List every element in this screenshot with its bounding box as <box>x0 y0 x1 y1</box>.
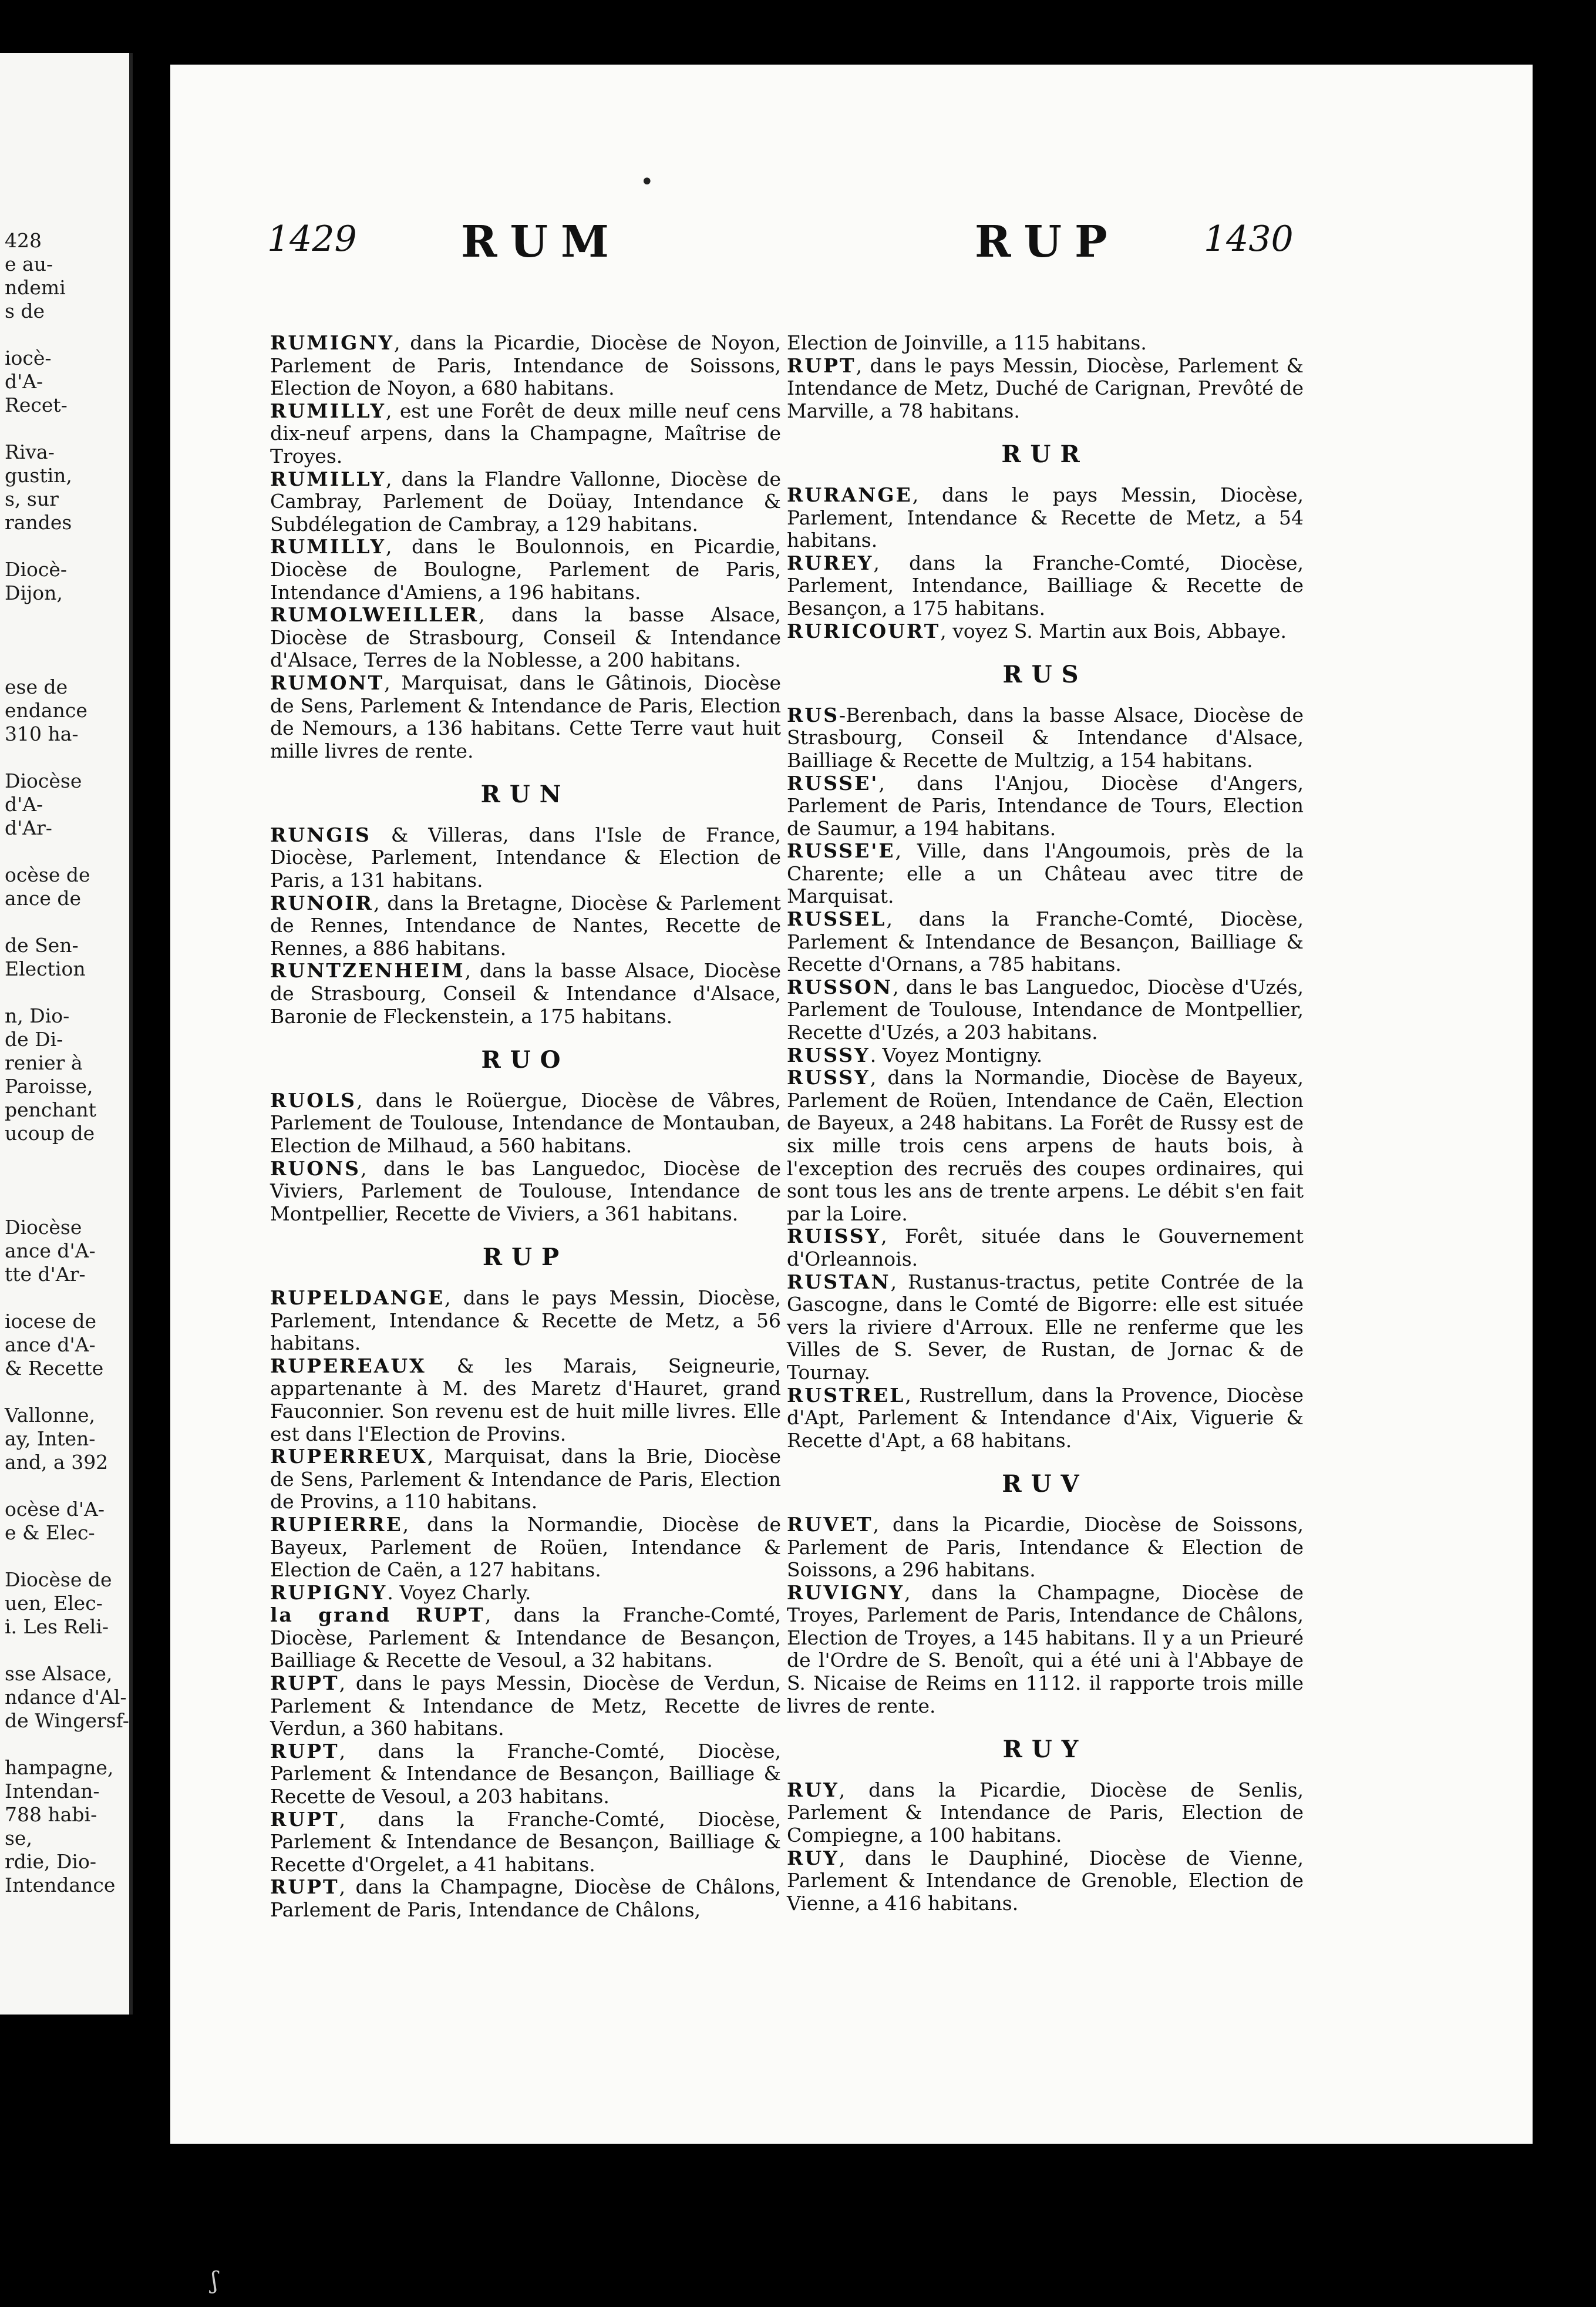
entry-headword: RUREY <box>787 551 874 574</box>
entry-text: , dans le Roüergue, Diocèse de Vâbres, Parlement de Toulouse, Intendance de Montauban, Election de Milhaud, a 560 habitans. <box>270 1088 781 1157</box>
left-page-fragment: ndance d'Al- <box>5 1686 127 1709</box>
gazetteer-entry <box>270 1355 781 1445</box>
section-heading: RUY <box>1002 1736 1088 1764</box>
entry-headword: RUOLS <box>270 1088 356 1112</box>
entry-headword: RUNOIR <box>270 891 373 914</box>
gazetteer-entry <box>270 672 781 762</box>
entry-headword: RUONS <box>270 1156 361 1180</box>
entry-headword: RUPEREAUX <box>270 1354 426 1377</box>
entry-text: , Forêt, située dans le Gouvernement d'Orleannois. <box>787 1225 1304 1270</box>
entry-headword: RUPELDANGE <box>270 1286 445 1309</box>
entry-text: & les Marais, Seigneurie, appartenante à M. des Maretz d'Hauret, grand Fauconnier. Son revenu est de huit mille livres. Elle est dans l'Election de Provins. <box>270 1354 781 1445</box>
left-page-fragment: ocèse de <box>5 863 90 886</box>
entry-text: , dans le pays Messin, Diocèse, Parlement, Intendance & Recette de Metz, a 56 habitans. <box>270 1286 781 1355</box>
left-page-fragment: renier à <box>5 1051 83 1074</box>
left-page-fragment: gustin, <box>5 464 72 487</box>
gazetteer-entry <box>787 976 1304 1044</box>
left-page-fragment: s, sur <box>5 487 59 510</box>
entry-text: , dans la Normandie, Diocèse de Bayeux, Parlement de Roüen, Intendance & Election de Caën, a 127 habitans. <box>270 1512 781 1582</box>
gazetteer-entry <box>787 772 1304 840</box>
gazetteer-entry <box>270 604 781 672</box>
edge-mark: ʃ <box>211 2267 218 2294</box>
left-page-fragment: i. Les Reli- <box>5 1615 109 1638</box>
entry-text: , dans le bas Languedoc, Diocèse de Viviers, Parlement de Toulouse, Intendance de Montpellier, Recette de Viviers, a 361 habitans. <box>270 1156 781 1225</box>
entry-headword: RUSSEL <box>787 907 887 931</box>
left-page-fragment: s de <box>5 300 45 322</box>
left-page-fragment: ndemi <box>5 276 66 299</box>
gazetteer-entry <box>787 355 1304 423</box>
entry-text: , Rustanus-tractus, petite Contrée de la Gascogne, dans le Comté de Bigorre: elle est située vers la riviere d'Arroux. Elle ne renferme que les Villes de S. Sever, de Rustan, de Jornac & de Tournay. <box>787 1270 1304 1384</box>
left-page-fragment: Intendance <box>5 1874 116 1896</box>
entry-text: , dans la Bretagne, Diocèse & Parlement de Rennes, Intendance de Nantes, Recette de Rennes, a 886 habitans. <box>270 891 781 960</box>
gazetteer-entry <box>787 1582 1304 1718</box>
gazetteer-entry <box>270 1604 781 1672</box>
entry-headword: RUSTAN <box>787 1270 891 1293</box>
left-page-fragment: iocè- <box>5 347 52 369</box>
right-running-head: RUP <box>975 217 1120 267</box>
gazetteer-entry <box>787 1847 1304 1915</box>
section-heading: RUP <box>482 1243 569 1272</box>
left-page-fragment: Diocèse <box>5 769 82 792</box>
left-page-fragment: 428 <box>5 229 42 252</box>
left-page-fragment: de Wingersf- <box>5 1709 129 1732</box>
left-page-fragment: e au- <box>5 253 53 275</box>
gazetteer-entry <box>787 1225 1304 1270</box>
entry-text: , dans la Picardie, Diocèse de Soissons, Parlement de Paris, Intendance & Election de Soissons, a 296 habitans. <box>787 1512 1304 1582</box>
entry-headword: RURICOURT <box>787 619 941 643</box>
gazetteer-entry <box>270 400 781 468</box>
entry-headword: RUPT <box>787 354 856 377</box>
gazetteer-entry <box>270 536 781 604</box>
entry-headword: RUSSE' <box>787 771 879 795</box>
gazetteer-entry <box>787 840 1304 908</box>
entry-text: , dans la basse Alsace, Diocèse de Strasbourg, Conseil & Intendance d'Alsace, Baronie de Fleckenstein, a 175 habitans. <box>270 959 781 1028</box>
entry-text: . Voyez Charly. <box>387 1580 531 1604</box>
entry-headword: RUMILLY <box>270 399 386 422</box>
left-page-fragment: ance de <box>5 887 82 910</box>
left-page-fragment: sse Alsace, <box>5 1662 113 1685</box>
left-page-fragment: de Sen- <box>5 934 79 957</box>
left-page-fragment: Vallonne, <box>5 1404 95 1427</box>
left-page-fragment: ocèse d'A- <box>5 1498 105 1521</box>
entry-text: , Ville, dans l'Angoumois, près de la Charente; elle a un Château avec titre de Marquisat. <box>787 839 1304 908</box>
gazetteer-entry <box>787 1514 1304 1582</box>
gazetteer-entry <box>787 1044 1304 1067</box>
left-page-fragment: randes <box>5 511 72 534</box>
left-page-fragment: Paroisse, <box>5 1075 93 1098</box>
section-heading: RUR <box>1001 440 1089 469</box>
left-page-fragment: ance d'A- <box>5 1239 96 1262</box>
adjacent-left-page <box>0 53 133 2015</box>
left-page-fragment: ucoup de <box>5 1122 95 1145</box>
entry-text: , dans la Picardie, Diocèse de Noyon, Parlement de Paris, Intendance de Soissons, Election de Noyon, a 680 habitans. <box>270 331 781 400</box>
gazetteer-entry <box>270 1158 781 1226</box>
entry-headword: RUNTZENHEIM <box>270 959 465 983</box>
gazetteer-entry <box>270 1089 781 1158</box>
gazetteer-entry <box>270 960 781 1028</box>
entry-headword: RUSSY <box>787 1043 870 1067</box>
left-page-fragment: Diocè- <box>5 558 68 581</box>
left-page-fragment: rdie, Dio- <box>5 1850 96 1873</box>
left-page-fragment: tte d'Ar- <box>5 1263 86 1286</box>
entry-text: , dans la Franche-Comté, Diocèse, Parlement & Intendance de Besançon, Bailliage & Recette d'Ornans, a 785 habitans. <box>787 907 1304 976</box>
right-column <box>787 332 1304 1915</box>
left-page-fragment: ance d'A- <box>5 1333 96 1356</box>
entry-headword: RUPIGNY <box>270 1580 388 1604</box>
left-page-fragment: Dijon, <box>5 581 63 604</box>
entry-text: , dans l'Anjou, Diocèse d'Angers, Parlement de Paris, Intendance de Tours, Election de Saumur, a 194 habitans. <box>787 771 1304 840</box>
entry-headword: RUSSE'E <box>787 839 895 863</box>
left-page-fragment: d'A- <box>5 370 43 393</box>
left-page-fragment: iocese de <box>5 1310 97 1333</box>
left-page-number: 1429 <box>267 218 357 260</box>
entry-text: , dans la Champagne, Diocèse de Châlons, Parlement de Paris, Intendance de Châlons, <box>270 1875 781 1921</box>
left-page-fragment: ay, Inten- <box>5 1427 96 1450</box>
entry-headword: RUY <box>787 1846 839 1869</box>
entry-headword: RUPT <box>270 1875 339 1899</box>
entry-headword: RUVIGNY <box>787 1580 905 1604</box>
entry-headword: RURANGE <box>787 483 913 506</box>
left-page-fragment: n, Dio- <box>5 1004 70 1027</box>
gazetteer-entry <box>270 1876 781 1921</box>
entry-headword: RUPT <box>270 1672 339 1695</box>
gazetteer-entry <box>270 1808 781 1876</box>
entry-headword: RUSTREL <box>787 1383 905 1407</box>
entry-headword: RUSSON <box>787 975 893 998</box>
gazetteer-entry <box>787 1067 1304 1225</box>
gazetteer-entry <box>787 1384 1304 1452</box>
left-page-fragment: Diocèse <box>5 1216 82 1239</box>
section-heading: RUS <box>1002 661 1088 689</box>
gazetteer-entry <box>270 1287 781 1355</box>
gazetteer-entry <box>787 552 1304 620</box>
left-page-fragment: endance <box>5 699 87 722</box>
entry-headword: RUMILLY <box>270 467 386 490</box>
dictionary-page <box>170 65 1533 2144</box>
gazetteer-entry <box>787 332 1304 355</box>
left-page-fragment: Intendan- <box>5 1780 100 1802</box>
gazetteer-entry <box>270 332 781 400</box>
entry-headword: RUPT <box>270 1807 339 1831</box>
left-page-fragment: penchant <box>5 1098 96 1121</box>
entry-text: , dans la Franche-Comté, Diocèse, Parlement, Intendance, Bailliage & Recette de Besançon, a 175 habitans. <box>787 551 1304 620</box>
entry-headword: RUMIGNY <box>270 331 395 354</box>
gazetteer-entry <box>270 468 781 536</box>
entry-text: & Villeras, dans l'Isle de France, Diocèse, Parlement, Intendance & Election de Paris, a 131 habitans. <box>270 823 781 892</box>
gazetteer-entry <box>270 1514 781 1582</box>
left-page-fragment: d'A- <box>5 793 43 816</box>
left-page-fragment: ese de <box>5 675 68 698</box>
left-column <box>270 332 781 1922</box>
gazetteer-entry <box>270 1740 781 1808</box>
entry-text: , dans le bas Languedoc, Diocèse d'Uzés, Parlement de Toulouse, Intendance de Montpellier, Recette d'Uzés, a 203 habitans. <box>787 975 1304 1044</box>
entry-headword: RUSSY <box>787 1066 870 1089</box>
entry-headword: RUY <box>787 1778 839 1801</box>
left-page-fragment: Riva- <box>5 440 55 463</box>
entry-headword: RUMILLY <box>270 535 386 559</box>
left-page-fragment: se, <box>5 1827 32 1849</box>
entry-text: , dans le pays Messin, Diocèse de Verdun, Parlement & Intendance de Metz, Recette de Verdun, a 360 habitans. <box>270 1672 781 1740</box>
gazetteer-entry <box>787 908 1304 976</box>
entry-text: , dans la Franche-Comté, Diocèse, Parlement & Intendance de Besançon, Bailliage & Recette de Vesoul, a 32 habitans. <box>270 1603 781 1672</box>
entry-text: , Rustrellum, dans la Provence, Diocèse d'Apt, Parlement & Intendance d'Aix, Viguerie & Recette d'Apt, a 68 habitans. <box>787 1383 1304 1452</box>
entry-headword: la grand RUPT <box>270 1603 485 1627</box>
left-page-fragment: Diocèse de <box>5 1568 112 1591</box>
gazetteer-entry <box>787 704 1304 772</box>
entry-text: Election de Joinville, a 115 habitans. <box>787 331 1147 354</box>
right-page-number: 1430 <box>1204 218 1294 260</box>
entry-headword: RUMOLWEILLER <box>270 603 479 627</box>
entry-text: , dans le Boulonnois, en Picardie, Diocèse de Boulogne, Parlement de Paris, Intendance d'Amiens, a 196 habitans. <box>270 535 781 604</box>
entry-headword: RUISSY <box>787 1225 881 1248</box>
left-running-head: RUM <box>461 217 622 267</box>
entry-text: -Berenbach, dans la basse Alsace, Diocèse de Strasbourg, Conseil & Intendance d'Alsace, Bailliage & Recette de Multzig, a 154 habitans. <box>787 703 1304 772</box>
entry-text: , est une Forêt de deux mille neuf cens dix-neuf arpens, dans la Champagne, Maîtrise de Troyes. <box>270 399 781 468</box>
left-page-fragment: de Di- <box>5 1028 63 1051</box>
entry-headword: RUPT <box>270 1739 339 1763</box>
entry-text: , Marquisat, dans le Gâtinois, Diocèse de Sens, Parlement & Intendance de Paris, Election de Nemours, a 136 habitans. Cette Terre vaut huit mille livres de rente. <box>270 671 781 762</box>
section-heading: RUV <box>1002 1470 1089 1498</box>
left-page-fragment: & Recette <box>5 1357 104 1380</box>
entry-headword: RUPIERRE <box>270 1512 403 1536</box>
left-page-fragment: uen, Elec- <box>5 1592 103 1615</box>
entry-text: , dans la Franche-Comté, Diocèse, Parlement & Intendance de Besançon, Bailliage & Recette d'Orgelet, a 41 habitans. <box>270 1807 781 1876</box>
left-page-fragment: Recet- <box>5 394 68 416</box>
entry-text: , dans la Champagne, Diocèse de Troyes, Parlement de Paris, Intendance de Châlons, Election de Troyes, a 145 habitans. Il y a un Prieuré de l'Ordre de S. Benoît, qui a été uni à l'Abbaye de S. Nicaise de Reims en 1112. il rapporte trois mille livres de rente. <box>787 1580 1304 1717</box>
section-heading: RUO <box>481 1046 570 1074</box>
page-dot: • <box>640 169 654 196</box>
entry-text: . Voyez Montigny. <box>870 1043 1043 1067</box>
left-page-fragment: hampagne, <box>5 1756 114 1779</box>
gazetteer-entry <box>270 824 781 892</box>
left-page-fragment: 310 ha- <box>5 722 79 745</box>
entry-text: , dans le pays Messin, Diocèse, Parlement & Intendance de Metz, Duché de Carignan, Prevôté de Marville, a 78 habitans. <box>787 354 1304 422</box>
entry-text: , dans la basse Alsace, Diocèse de Strasbourg, Conseil & Intendance d'Alsace, Terres de la Noblesse, a 200 habitans. <box>270 603 781 672</box>
entry-headword: RUS <box>787 703 840 727</box>
gazetteer-entry <box>787 1271 1304 1384</box>
entry-text: , dans la Flandre Vallonne, Diocèse de Cambray, Parlement de Doüay, Intendance & Subdélegation de Cambray, a 129 habitans. <box>270 467 781 536</box>
section-heading: RUN <box>480 781 571 809</box>
entry-text: , voyez S. Martin aux Bois, Abbaye. <box>940 619 1287 643</box>
gazetteer-entry <box>787 620 1304 643</box>
left-page-fragment: and, a 392 <box>5 1451 109 1474</box>
entry-text: , Marquisat, dans la Brie, Diocèse de Sens, Parlement & Intendance de Paris, Election de Provins, a 110 habitans. <box>270 1445 781 1514</box>
gazetteer-entry <box>787 484 1304 552</box>
left-page-fragment: d'Ar- <box>5 816 52 839</box>
entry-text: , dans la Normandie, Diocèse de Bayeux, Parlement de Roüen, Intendance de Caën, Election de Bayeux, a 248 habitans. La Forêt de Russy est de six mille trois cens arpens de hauts bois, à l'exception des recruës des coupes ordinaires, qui sont tous les ans de trente arpens. Le débit s'en fait par la Loire. <box>787 1066 1304 1225</box>
left-page-fragment: Election <box>5 957 86 980</box>
gazetteer-entry <box>270 1672 781 1740</box>
entry-headword: RUVET <box>787 1512 873 1536</box>
entry-headword: RUNGIS <box>270 823 371 846</box>
entry-headword: RUMONT <box>270 671 385 694</box>
left-page-fragment: 788 habi- <box>5 1803 97 1826</box>
gazetteer-entry <box>270 1582 781 1605</box>
left-page-fragment: e & Elec- <box>5 1521 95 1544</box>
entry-text: , dans la Picardie, Diocèse de Senlis, Parlement & Intendance de Paris, Election de Compiegne, a 100 habitans. <box>787 1778 1304 1847</box>
gazetteer-entry <box>270 892 781 960</box>
entry-headword: RUPERREUX <box>270 1445 427 1468</box>
entry-text: , dans le pays Messin, Diocèse, Parlement, Intendance & Recette de Metz, a 54 habitans. <box>787 483 1304 552</box>
entry-text: , dans la Franche-Comté, Diocèse, Parlement & Intendance de Besançon, Bailliage & Recette de Vesoul, a 203 habitans. <box>270 1739 781 1808</box>
gazetteer-entry <box>270 1445 781 1514</box>
gazetteer-entry <box>787 1779 1304 1847</box>
entry-text: , dans le Dauphiné, Diocèse de Vienne, Parlement & Intendance de Grenoble, Election de Vienne, a 416 habitans. <box>787 1846 1304 1915</box>
